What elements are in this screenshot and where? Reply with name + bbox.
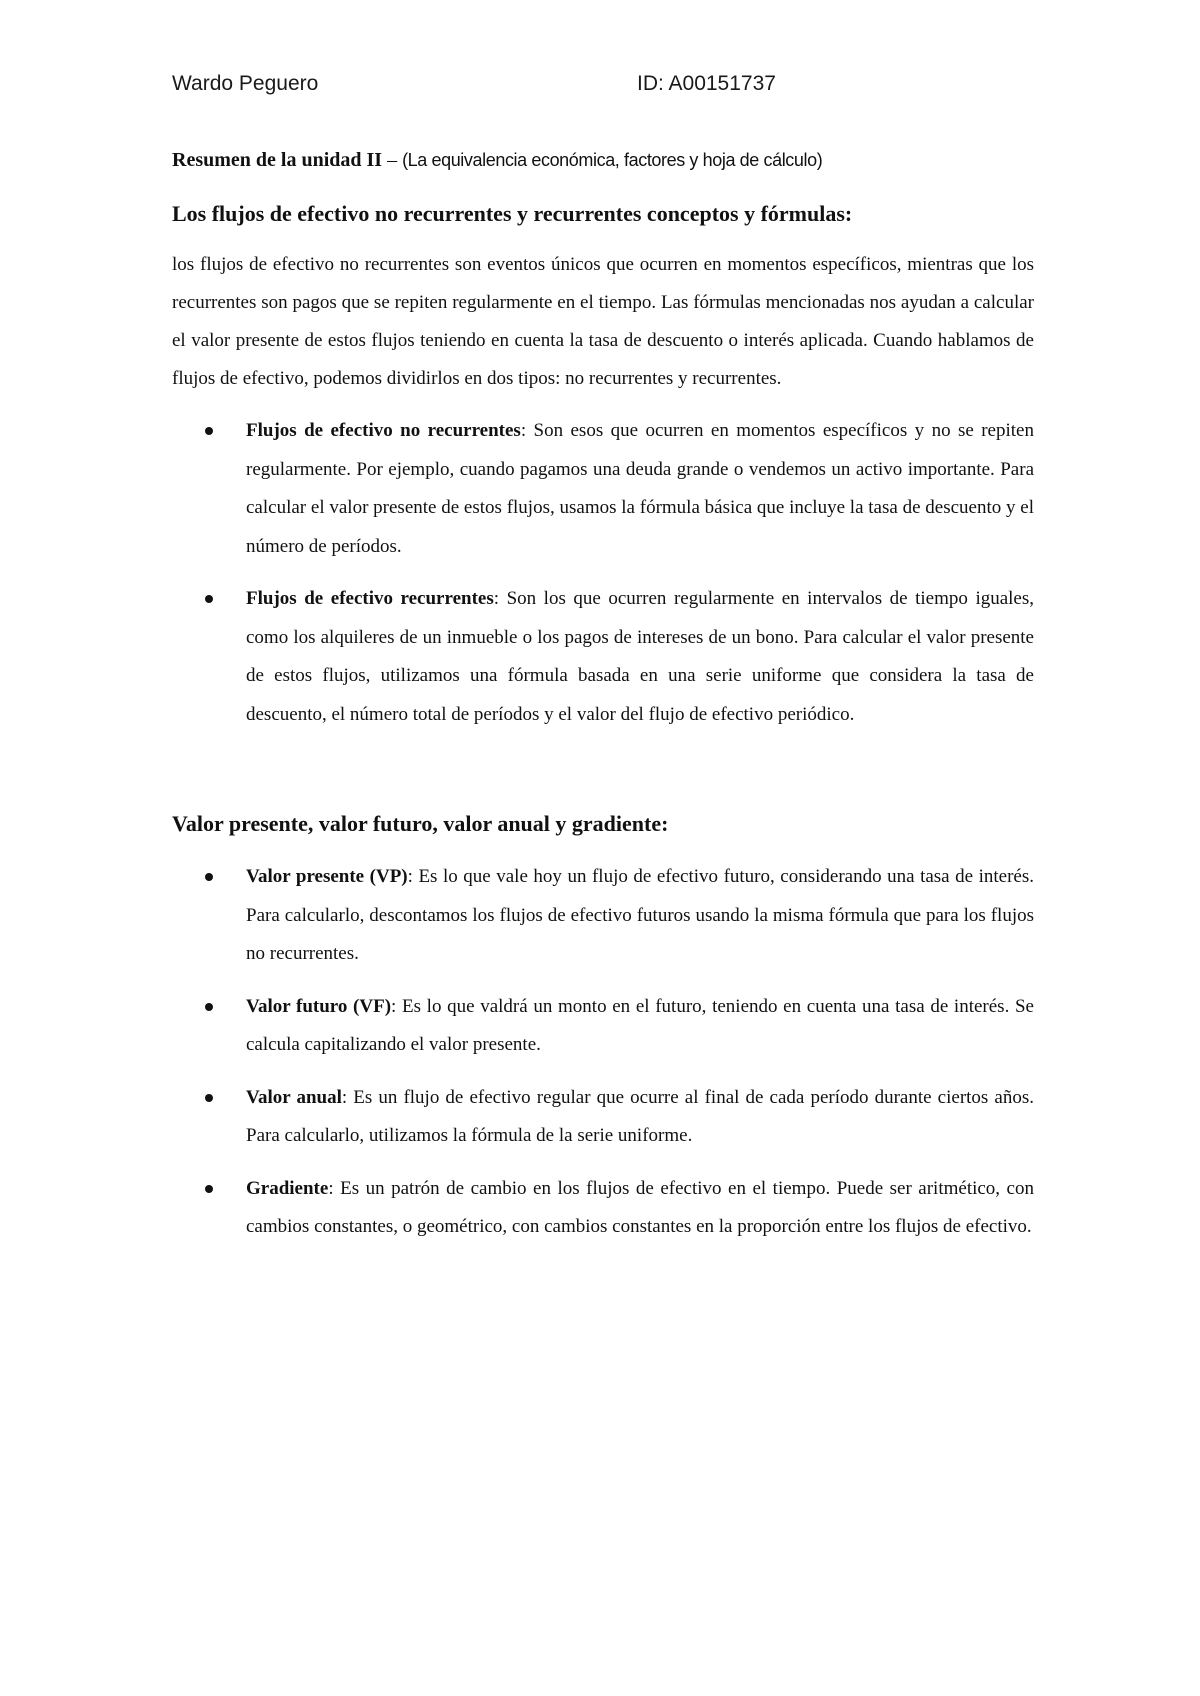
document-body (172, 142, 1034, 1247)
list-item (172, 988, 1034, 1065)
list-item (172, 412, 1034, 566)
list-item-text: : Son esos que ocurren en momentos específicos y no se repiten regularmente. Por ejemplo, cuando pagamos una deuda grande o vendemos un activo importante. Para calcular el valor presente de estos flujos, usamos la fórmula básica que incluye la tasa de descuento y el número de períodos. (246, 420, 1034, 557)
section-heading-colon: : (844, 201, 853, 226)
bullet-icon (205, 873, 213, 881)
list-item-text: : Es un patrón de cambio en los flujos de efectivo en el tiempo. Puede ser aritmético, con cambios constantes, o geométrico, con cambios constantes en la proporción entre los flujos de efectivo. (246, 1177, 1034, 1237)
section-heading-valores (172, 804, 1034, 844)
list-item-term: Valor futuro (VF) (246, 995, 392, 1017)
unit-title-dash: – (382, 149, 403, 171)
intro-paragraph: los flujos de efectivo no recurrentes son eventos únicos que ocurren en momentos específicos, mientras que los recurrentes son pagos que se repiten regularmente en el tiempo. Las fórmulas mencionadas nos ayudan a calcular el valor presente de estos flujos teniendo en cuenta la tasa de descuento o interés aplicada. Cuando hablamos de flujos de efectivo, podemos dividirlos en dos tipos: no recurrentes y recurrentes. (172, 254, 1034, 389)
list-item-term: Valor presente (VP) (246, 866, 408, 887)
list-item-term: Flujos de efectivo recurrentes (246, 588, 494, 609)
unit-subtitle: (La equivalencia económica, factores y hoja de cálculo) (402, 150, 823, 170)
section-heading-text: Los flujos de efectivo no recurrentes y recurrentes conceptos y fórmulas (172, 201, 845, 226)
unit-title-text: Resumen de la unidad II (172, 149, 383, 171)
section-heading-flujos (172, 194, 1034, 234)
author-name: Wardo Peguero (172, 72, 319, 95)
bullet-icon (205, 1003, 213, 1011)
page-header (172, 72, 1032, 108)
bullet-icon (205, 1094, 213, 1102)
list-item (172, 1170, 1034, 1247)
list-item (172, 1079, 1034, 1156)
list-item (172, 580, 1034, 734)
list-item (172, 858, 1034, 974)
bullet-list-flujos (172, 412, 1034, 734)
section-heading-colon: : (661, 811, 669, 836)
section-heading-text: Valor presente, valor futuro, valor anual y gradiente (172, 811, 662, 836)
student-id: ID: A00151737 (637, 72, 776, 95)
unit-title (172, 142, 1034, 178)
bullet-icon (205, 427, 213, 435)
list-item-text: : Es un flujo de efectivo regular que ocurre al final de cada período durante ciertos años. Para calcularlo, utilizamos la fórmula de la serie uniforme. (246, 1086, 1034, 1146)
bullet-icon (205, 595, 213, 603)
list-item-text: : Son los que ocurren regularmente en intervalos de tiempo iguales, como los alquileres de un inmueble o los pagos de intereses de un bono. Para calcular el valor presente de estos flujos, utilizamos una fórmula basada en una serie uniforme que considera la tasa de descuento, el número total de períodos y el valor del flujo de efectivo periódico. (246, 588, 1035, 725)
list-item-text: : Es lo que valdrá un monto en el futuro, teniendo en cuenta una tasa de interés. Se calcula capitalizando el valor presente. (246, 995, 1034, 1055)
list-item-text: : Es lo que vale hoy un flujo de efectivo futuro, considerando una tasa de interés. Para calcularlo, descontamos los flujos de efectivo futuros usando la misma fórmula que para los flujos no recurrentes. (246, 866, 1035, 964)
bullet-list-valores (172, 858, 1034, 1247)
list-item-term: Gradiente (246, 1177, 329, 1199)
bullet-icon (205, 1185, 213, 1193)
list-item-term: Flujos de efectivo no recurrentes (246, 420, 521, 441)
list-item-term: Valor anual (246, 1086, 342, 1108)
